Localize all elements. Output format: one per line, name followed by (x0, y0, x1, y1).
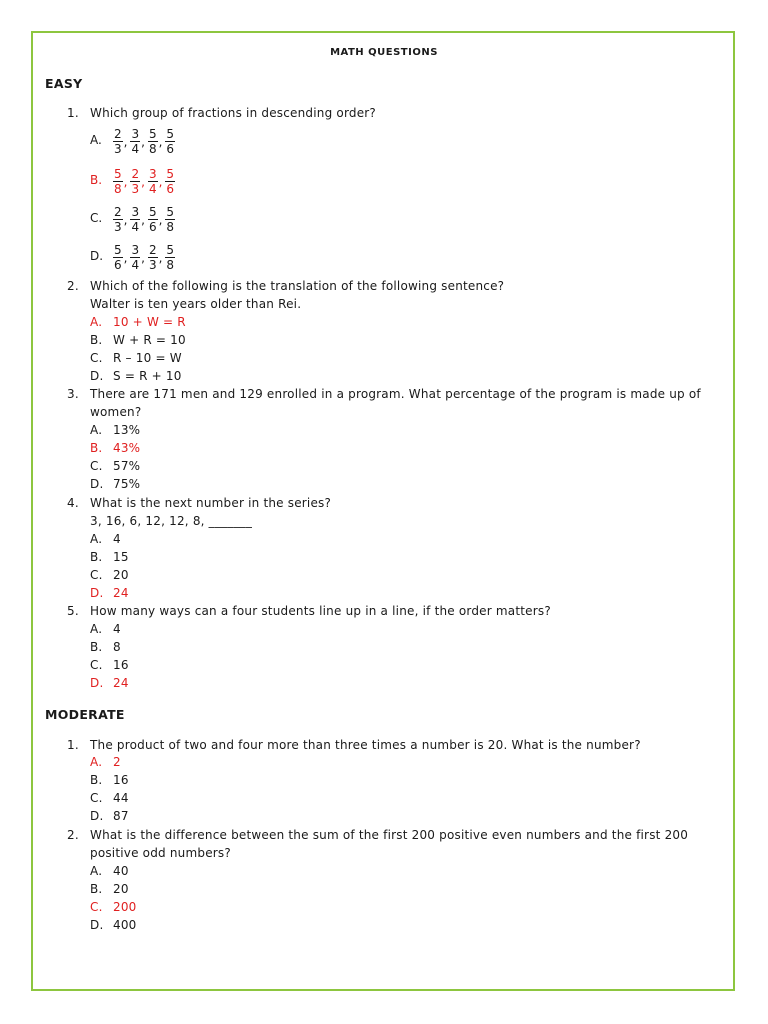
fraction (130, 205, 140, 234)
question-stem-line2: women? (90, 405, 142, 419)
comma-separator: , (158, 175, 163, 189)
option-correct (90, 755, 121, 770)
denominator: 3 (148, 257, 157, 272)
option-text: 4 (113, 532, 121, 546)
question-stem: There are 171 men and 129 enrolled in a program. What percentage of the program is made up of (90, 387, 701, 401)
option-letter: C. (90, 568, 103, 582)
fraction (113, 205, 123, 234)
option-text: 16 (113, 658, 129, 672)
option-correct (90, 441, 140, 456)
option-letter: B. (90, 441, 103, 455)
option-letter: A. (90, 864, 103, 878)
option-letter: A. (90, 532, 103, 546)
option (90, 532, 121, 547)
comma-separator: , (141, 175, 145, 189)
option (90, 423, 140, 438)
question-stem: What is the next number in the series? (90, 496, 332, 510)
fraction (148, 167, 158, 196)
numerator: 5 (114, 166, 122, 181)
option-text: 16 (113, 773, 129, 787)
denominator: 4 (148, 181, 157, 196)
option-letter: B. (90, 773, 103, 787)
denominator: 8 (166, 219, 175, 234)
option-letter: A. (90, 423, 103, 437)
fraction-group (112, 123, 176, 159)
option-letter: A. (90, 622, 103, 636)
option-text: 43% (113, 441, 141, 455)
question-number: 2. (67, 828, 79, 842)
option-letter: C. (90, 351, 103, 365)
numerator: 3 (131, 242, 140, 257)
option (90, 918, 137, 933)
question-stem: The product of two and four more than three times a number is 20. What is the number? (90, 738, 641, 752)
question-stem: What is the difference between the sum of the first 200 positive even numbers and the first 200 (90, 828, 689, 842)
denominator: 4 (131, 257, 140, 272)
option (90, 809, 129, 824)
numerator: 5 (166, 126, 175, 141)
option-text: 4 (113, 622, 121, 636)
comma-separator: , (123, 251, 128, 265)
fraction-group (112, 239, 176, 275)
option (90, 477, 140, 492)
option-correct (90, 676, 129, 691)
option-letter: C. (90, 791, 103, 805)
option (90, 622, 121, 637)
option-text: 400 (113, 918, 137, 932)
option-text: 200 (113, 900, 137, 914)
comma-separator: , (141, 135, 145, 149)
denominator: 4 (131, 141, 140, 156)
fraction (113, 167, 123, 196)
question-number: 2. (67, 279, 79, 293)
numerator: 2 (114, 126, 122, 141)
option-text: 75% (113, 477, 141, 491)
fraction (165, 205, 175, 234)
question-number: 3. (67, 387, 79, 401)
question-number: 4. (67, 496, 79, 510)
question-stem: Which of the following is the translation of the following sentence? (90, 279, 505, 293)
section-heading-moderate: MODERATE (45, 707, 125, 722)
option-text: 10 + W = R (113, 315, 186, 329)
question-stem-line2: 3, 16, 6, 12, 12, 8, _______ (90, 514, 253, 528)
comma-separator: , (123, 213, 128, 227)
denominator: 4 (131, 219, 140, 234)
fraction (165, 167, 175, 196)
comma-separator: , (158, 213, 163, 227)
option (90, 864, 129, 879)
option-text: 13% (113, 423, 141, 437)
denominator: 8 (148, 141, 157, 156)
option (90, 640, 121, 655)
option-letter: A. (90, 315, 103, 329)
option-letter: A. (90, 755, 103, 769)
option (90, 459, 140, 474)
denominator: 3 (131, 181, 140, 196)
question-number: 1. (67, 106, 79, 120)
option-text: W + R = 10 (113, 333, 186, 347)
fraction (113, 127, 123, 156)
question-stem: Which group of fractions in descending order? (90, 106, 376, 120)
fraction (130, 127, 140, 156)
fraction-group (112, 163, 176, 199)
numerator: 3 (148, 166, 157, 181)
section-heading-easy: EASY (45, 76, 83, 91)
option-letter: D. (90, 369, 104, 383)
option-letter: B. (90, 882, 103, 896)
option-letter: B. (90, 333, 103, 347)
option-text: 44 (113, 791, 129, 805)
numerator: 3 (131, 204, 140, 219)
option-text: 2 (113, 755, 121, 769)
option-letter: B. (90, 640, 103, 654)
option-text: R – 10 = W (113, 351, 182, 365)
option-text: 40 (113, 864, 129, 878)
option-text: 8 (113, 640, 121, 654)
option (90, 568, 129, 583)
numerator: 5 (148, 204, 157, 219)
numerator: 5 (114, 242, 122, 257)
option-text: 87 (113, 809, 129, 823)
option-letter: B. (90, 550, 103, 564)
denominator: 6 (114, 257, 122, 272)
option-correct (90, 586, 129, 601)
denominator: 6 (166, 141, 175, 156)
fraction (130, 167, 140, 196)
comma-separator: , (123, 135, 128, 149)
numerator: 5 (148, 126, 157, 141)
fraction (165, 243, 175, 272)
fraction (148, 127, 158, 156)
option-text: 15 (113, 550, 129, 564)
option-text: 20 (113, 882, 129, 896)
option-letter: D. (90, 809, 104, 823)
numerator: 2 (131, 166, 140, 181)
option-letter: D. (90, 676, 104, 690)
comma-separator: , (141, 213, 145, 227)
numerator: 5 (166, 242, 175, 257)
comma-separator: , (123, 175, 128, 189)
fraction (165, 127, 175, 156)
option-text: 57% (113, 459, 141, 473)
option (90, 791, 129, 806)
option-letter: D. (90, 477, 104, 491)
denominator: 3 (114, 141, 122, 156)
denominator: 8 (166, 257, 175, 272)
document-title: MATH QUESTIONS (330, 47, 438, 58)
option-letter: C. (90, 658, 103, 672)
option-text: 24 (113, 676, 129, 690)
denominator: 8 (114, 181, 122, 196)
fraction (148, 243, 158, 272)
denominator: 3 (114, 219, 122, 234)
question-number: 1. (67, 738, 79, 752)
question-stem-line2: positive odd numbers? (90, 846, 231, 860)
numerator: 3 (131, 126, 140, 141)
option (90, 550, 129, 565)
option (90, 773, 129, 788)
fraction (130, 243, 140, 272)
question-stem-line2: Walter is ten years older than Rei. (90, 297, 302, 311)
option (90, 882, 129, 897)
question-number: 5. (67, 604, 79, 618)
comma-separator: , (141, 251, 145, 265)
option-letter: C. (90, 211, 103, 225)
option-letter: C. (90, 459, 103, 473)
fraction (113, 243, 123, 272)
option-letter: D. (90, 586, 104, 600)
denominator: 6 (166, 181, 175, 196)
numerator: 2 (148, 242, 157, 257)
option-letter: A. (90, 133, 102, 147)
option-letter: B. (90, 173, 103, 187)
question-stem: How many ways can a four students line up in a line, if the order matters? (90, 604, 551, 618)
option-letter: C. (90, 900, 103, 914)
option (90, 369, 182, 384)
denominator: 6 (148, 219, 157, 234)
option (90, 351, 182, 366)
option-text: 24 (113, 586, 129, 600)
option (90, 658, 129, 673)
option-text: 20 (113, 568, 129, 582)
numerator: 2 (114, 204, 122, 219)
numerator: 5 (166, 166, 175, 181)
option-correct (90, 900, 137, 915)
comma-separator: , (158, 135, 163, 149)
option-text: S = R + 10 (113, 369, 182, 383)
comma-separator: , (158, 251, 163, 265)
option-letter: D. (90, 918, 104, 932)
fraction-group (112, 201, 176, 237)
option (90, 333, 186, 348)
option-letter: D. (90, 249, 104, 263)
fraction (148, 205, 158, 234)
option-correct (90, 315, 186, 330)
numerator: 5 (166, 204, 175, 219)
